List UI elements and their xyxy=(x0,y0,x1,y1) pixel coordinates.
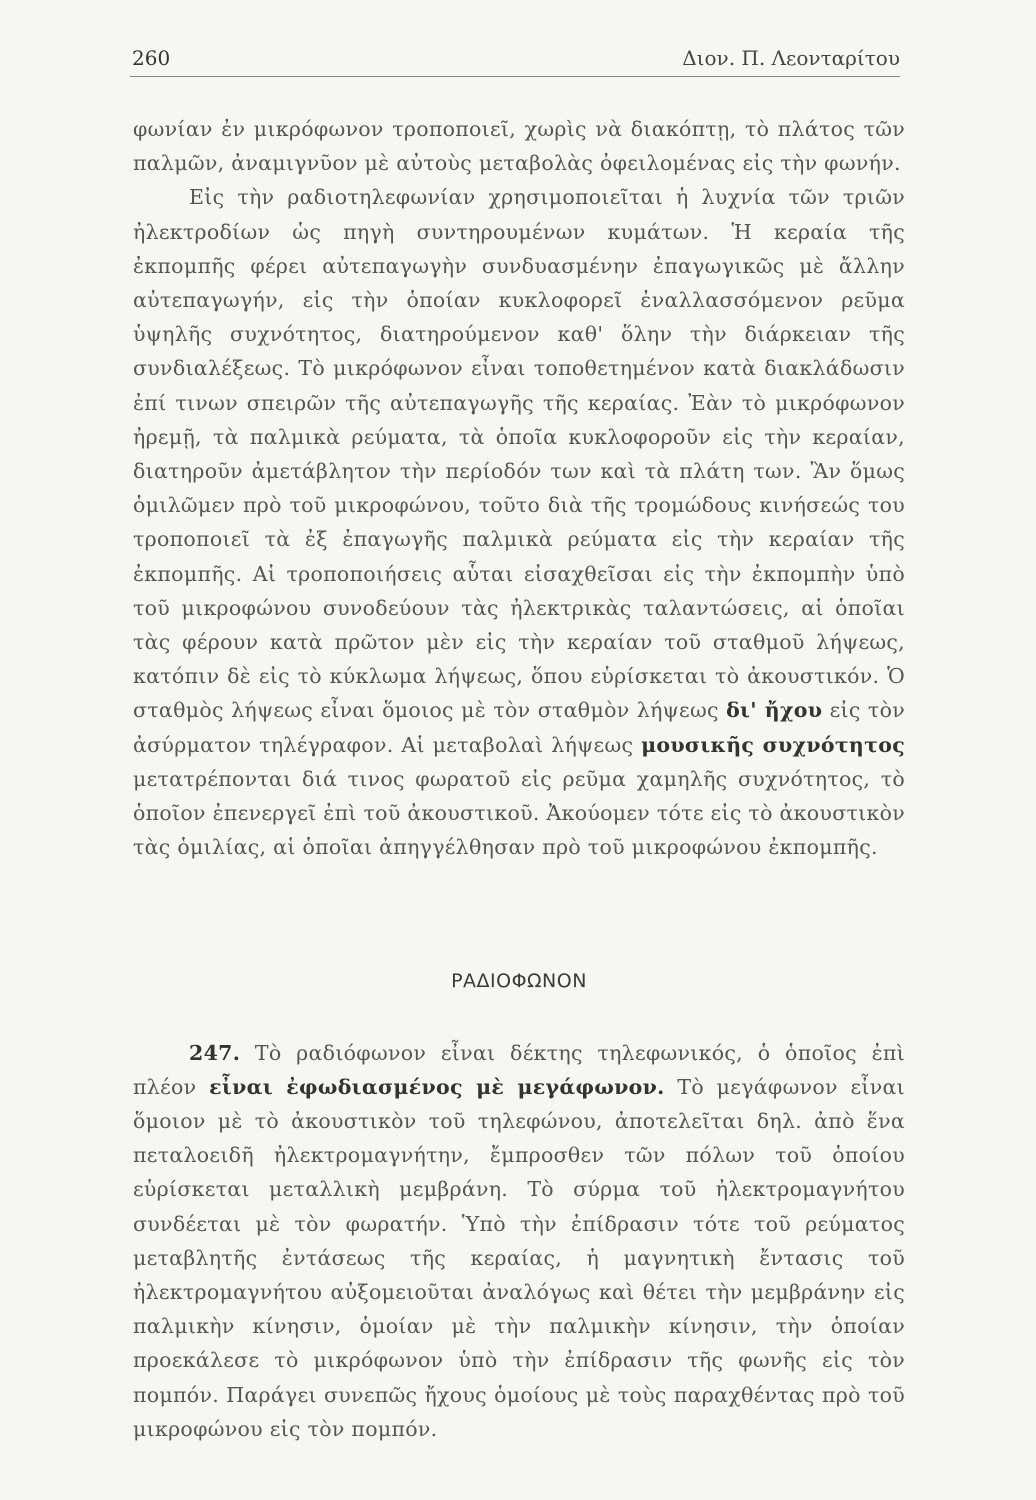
running-title: Διον. Π. Λεονταρίτου xyxy=(682,46,900,70)
emphasis-text: εἶναι ἐφωδιασμένος μὲ μεγάφωνον. xyxy=(209,1074,665,1099)
paragraph-247 xyxy=(133,1036,905,1446)
section-heading: ΡΑΔΙΟΦΩΝΟΝ xyxy=(451,970,587,992)
running-head xyxy=(130,42,900,77)
text-run: Εἰς τὴν ραδιοτηλεφωνίαν χρησιμοποιεῖται ἡ λυχνία τῶν τριῶν ἠλεκτροδίων ὡς πηγὴ συντηρουμένων κυμάτων. Ἡ κεραία τῆς ἐκπομπῆς φέρει αὐτεπαγωγὴν συνδυασμένην ἐπαγωγικῶς μὲ ἄλλην αὐτεπαγωγήν, εἰς τὴν ὁποίαν κυκλοφορεῖ ἐναλλασσόμενον ρεῦμα ὑψηλῆς συχνότητος, διατηρούμενον καθ' ὅλην τὴν διάρκειαν τῆς συνδιαλέξεως. Τὸ μικρόφωνον εἶναι τοποθετημένον κατὰ διακλάδωσιν ἐπί τινων σπειρῶν τῆς αὐτεπαγωγῆς τῆς κεραίας. Ἐὰν τὸ μικρόφωνον ἠρεμῇ, τὰ παλμικὰ ρεύματα, τὰ ὁποῖα κυκλοφοροῦν εἰς τὴν κεραίαν, διατηροῦν ἀμετάβλητον τὴν περίοδόν των καὶ τὰ πλάτη των. Ἂν ὅμως ὁμιλῶμεν πρὸ τοῦ μικροφώνου, τοῦτο διὰ τῆς τρομώδους κινήσεώς του τροποποιεῖ τὰ ἐξ ἐπαγωγῆς παλμικὰ ρεύματα εἰς τὴν κεραίαν τῆς ἐκπομπῆς. Αἱ τροποποιήσεις αὗται εἰσαχθεῖσαι εἰς τὴν ἐκπομπὴν ὑπὸ τοῦ μικροφώνου συνοδεύουν τὰς ἠλεκτρικὰς ταλαντώσεις, αἱ ὁποῖαι τὰς φέρουν κατὰ πρῶτον μὲν εἰς τὴν κεραίαν τοῦ σταθμοῦ λήψεως, κατόπιν δὲ εἰς τὸ κύκλωμα λήψεως, ὅπου εὑρίσκεται τὸ ἀκουστικόν. Ὁ σταθμὸς λήψεως εἶναι ὅμοιος μὲ τὸν σταθμὸν λήψεως xyxy=(133,185,905,723)
paragraph-number: 247. xyxy=(189,1040,241,1065)
text-run: Τὸ ραδιόφωνον εἶναι δέκτης τηλεφωνικός, ὁ ὁποῖος ἐπὶ πλέον xyxy=(133,1040,905,1099)
emphasis-text: μουσικῆς συχνότητος xyxy=(641,732,905,757)
text-run: εἰς τὸν ἀσύρματον τηλέγραφον. Αἱ μεταβολαὶ λήψεως xyxy=(133,698,905,757)
emphasis-text: δι' ἤχου xyxy=(726,698,823,723)
text-run: μετατρέπονται διά τινος φωρατοῦ εἰς ρεῦμα χαμηλῆς συχνότητος, τὸ ὁποῖον ἐπενεργεῖ ἐπὶ τοῦ ἀκουστικοῦ. Ἀκούομεν τότε εἰς τὸ ἀκουστικὸν τὰς ὁμιλίας, αἱ ὁποῖαι ἀπηγγέλθησαν πρὸ τοῦ μικροφώνου ἐκπομπῆς. xyxy=(133,766,905,860)
paragraph-radiotelephony xyxy=(133,180,905,864)
page-number: 260 xyxy=(132,46,171,70)
text-run: Τὸ μεγάφωνον εἶναι ὅμοιον μὲ τὸ ἀκουστικὸν τοῦ τηλεφώνου, ἀποτελεῖται δηλ. ἀπὸ ἕνα πεταλοειδῆ ἠλεκτρομαγνήτην, ἔμπροσθεν τῶν πόλων τοῦ ὁποίου εὑρίσκεται μεταλλικὴ μεμβράνη. Τὸ σύρμα τοῦ ἠλεκτρομαγνήτου συνδέεται μὲ τὸν φωρατήν. Ὑπὸ τὴν ἐπίδρασιν τότε τοῦ ρεύματος μεταβλητῆς ἐντάσεως τῆς κεραίας, ἡ μαγνητικὴ ἔντασις τοῦ ἠλεκτρομαγνήτου αὐξομειοῦται ἀναλόγως καὶ θέτει τὴν μεμβράνην εἰς παλμικὴν κίνησιν, ὁμοίαν μὲ τὴν παλμικὴν κίνησιν, τὴν ὁποίαν προεκάλεσε τὸ μικρόφωνον ὑπὸ τὴν ἐπίδρασιν τῆς φωνῆς εἰς τὸν πομπόν. Παράγει συνεπῶς ἤχους ὁμοίους μὲ τοὺς παραχθέντας πρὸ τοῦ μικροφώνου εἰς τὸν πομπόν. xyxy=(133,1074,905,1441)
paragraph-continuation: φωνίαν ἐν μικρόφωνον τροποποιεῖ, χωρὶς νὰ διακόπτῃ, τὸ πλάτος τῶν παλμῶν, ἀναμιγνῦον μὲ αὐτοὺς μεταβολὰς ὀφειλομένας εἰς τὴν φωνήν. xyxy=(133,117,905,176)
main-text xyxy=(133,112,905,864)
section-text xyxy=(133,1015,905,1466)
